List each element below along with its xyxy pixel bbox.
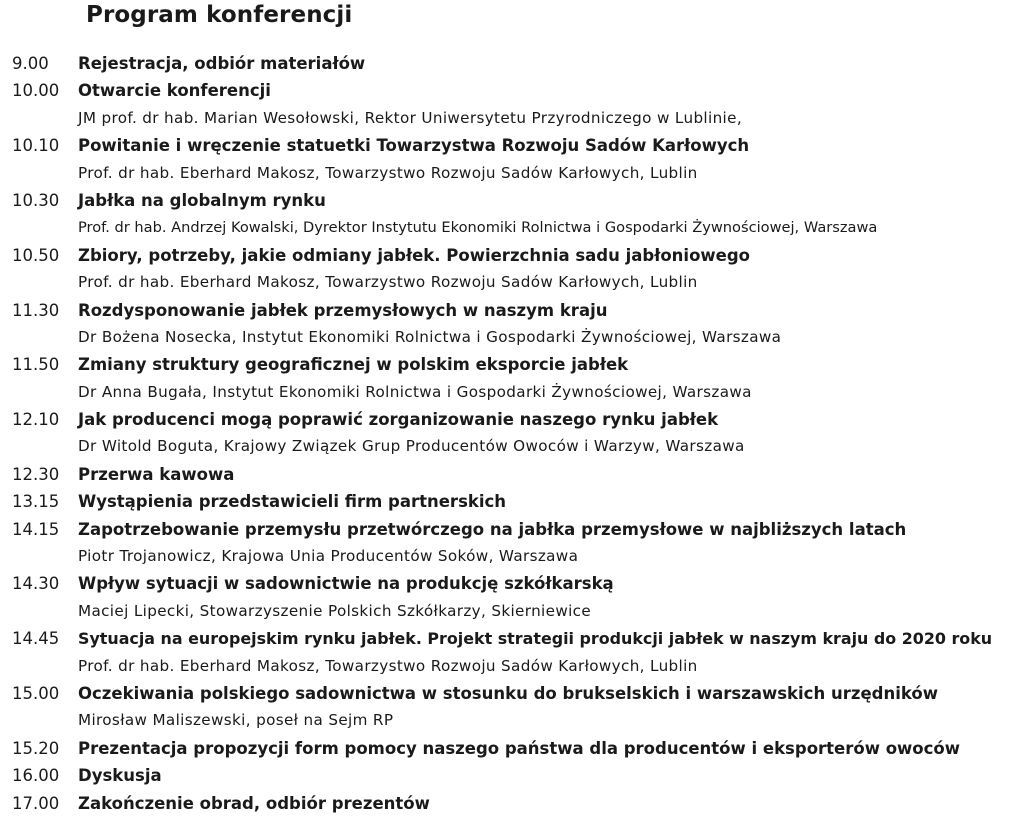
agenda-item-header [12, 297, 1008, 324]
agenda-item-header [12, 516, 1008, 543]
agenda-title: Powitanie i wręczenie statuetki Towarzystwa Rozwoju Sadów Karłowych [78, 136, 750, 156]
agenda-title: Zmiany struktury geograficznej w polskim eksporcie jabłek [78, 355, 629, 375]
agenda-time: 14.45 [12, 629, 60, 649]
agenda-item [12, 77, 1008, 132]
agenda-item [12, 790, 1008, 817]
agenda-item [12, 297, 1008, 352]
agenda-item-header [12, 77, 1008, 104]
agenda-speaker: Dr Bożena Nosecka, Instytut Ekonomiki Rolnictwa i Gospodarki Żywnościowej, Warszawa [78, 327, 782, 346]
agenda-item [12, 488, 1008, 515]
agenda-time: 12.10 [12, 410, 60, 430]
agenda-speaker-line [12, 269, 1008, 296]
agenda-item [12, 50, 1008, 77]
agenda-item [12, 735, 1008, 762]
agenda-title: Sytuacja na europejskim rynku jabłek. Projekt strategii produkcji jabłek w naszym kraju do 2020 roku [78, 629, 993, 649]
agenda-title: Jak producenci mogą poprawić zorganizowanie naszego rynku jabłek [78, 410, 719, 430]
agenda-time: 10.30 [12, 190, 60, 210]
agenda-item [12, 516, 1008, 571]
agenda-item [12, 680, 1008, 735]
agenda-speaker-line [12, 324, 1008, 351]
agenda-speaker: Prof. dr hab. Andrzej Kowalski, Dyrektor Instytutu Ekonomiki Rolnictwa i Gospodarki Żywnościowej, Warszawa [78, 219, 878, 237]
agenda-time: 10.00 [12, 81, 60, 101]
agenda-time: 15.00 [12, 683, 60, 703]
agenda-item-header [12, 50, 1008, 77]
agenda-item [12, 461, 1008, 488]
agenda-item [12, 625, 1008, 680]
agenda-speaker-line [12, 379, 1008, 406]
agenda-title: Prezentacja propozycji form pomocy naszego państwa dla producentów i eksporterów owoców [78, 738, 960, 758]
agenda-title: Zbiory, potrzeby, jakie odmiany jabłek. Powierzchnia sadu jabłoniowego [78, 245, 750, 265]
agenda-item-header [12, 461, 1008, 488]
agenda-speaker-line [12, 707, 1008, 734]
agenda-time: 10.10 [12, 136, 60, 156]
agenda-time: 16.00 [12, 766, 60, 786]
agenda-time: 12.30 [12, 464, 60, 484]
agenda-item [12, 406, 1008, 461]
agenda-title: Oczekiwania polskiego sadownictwa w stosunku do brukselskich i warszawskich urzędników [78, 683, 938, 703]
agenda-title: Rozdysponowanie jabłek przemysłowych w naszym kraju [78, 300, 608, 320]
agenda-time: 11.30 [12, 300, 60, 320]
agenda-item [12, 187, 1008, 242]
agenda-speaker: Prof. dr hab. Eberhard Makosz, Towarzystwo Rozwoju Sadów Karłowych, Lublin [78, 163, 698, 182]
agenda-time: 9.00 [12, 54, 49, 73]
agenda-speaker-line [12, 433, 1008, 460]
agenda-speaker-line [12, 160, 1008, 187]
agenda-speaker: Piotr Trojanowicz, Krajowa Unia Producentów Soków, Warszawa [78, 547, 579, 566]
agenda-time: 17.00 [12, 793, 60, 813]
agenda-item-header [12, 735, 1008, 762]
agenda-item-header [12, 762, 1008, 789]
agenda-item-header [12, 680, 1008, 707]
agenda-item-header [12, 570, 1008, 597]
agenda-time: 13.15 [12, 492, 60, 512]
agenda-list [12, 50, 1008, 817]
agenda-speaker: Prof. dr hab. Eberhard Makosz, Towarzystwo Rozwoju Sadów Karłowych, Lublin [78, 656, 698, 675]
agenda-speaker: Dr Witold Boguta, Krajowy Związek Grup Producentów Owoców i Warzyw, Warszawa [78, 437, 745, 456]
agenda-speaker-line [12, 653, 1008, 680]
agenda-speaker-line [12, 598, 1008, 625]
agenda-item-header [12, 351, 1008, 378]
agenda-time: 10.50 [12, 245, 60, 265]
agenda-title: Wystąpienia przedstawicieli firm partnerskich [78, 492, 507, 512]
agenda-title: Rejestracja, odbiór materiałów [78, 54, 366, 73]
agenda-speaker-line [12, 214, 1008, 241]
agenda-time: 14.30 [12, 574, 60, 594]
agenda-item-header [12, 790, 1008, 817]
agenda-item-header [12, 406, 1008, 433]
agenda-item-header [12, 625, 1008, 652]
agenda-speaker: Dr Anna Bugała, Instytut Ekonomiki Rolnictwa i Gospodarki Żywnościowej, Warszawa [78, 382, 752, 401]
agenda-title: Przerwa kawowa [78, 464, 235, 484]
agenda-title: Zapotrzebowanie przemysłu przetwórczego na jabłka przemysłowe w najbliższych latach [78, 519, 907, 539]
agenda-item-header [12, 132, 1008, 159]
agenda-item [12, 762, 1008, 789]
agenda-title: Zakończenie obrad, odbiór prezentów [78, 793, 430, 813]
agenda-title: Dyskusja [78, 766, 162, 786]
agenda-item [12, 242, 1008, 297]
agenda-speaker-line [12, 543, 1008, 570]
agenda-title: Otwarcie konferencji [78, 81, 271, 101]
agenda-time: 11.50 [12, 355, 60, 375]
agenda-speaker: JM prof. dr hab. Marian Wesołowski, Rektor Uniwersytetu Przyrodniczego w Lublinie, [78, 108, 742, 127]
agenda-item [12, 132, 1008, 187]
agenda-item-header [12, 242, 1008, 269]
agenda-item [12, 570, 1008, 625]
agenda-item-header [12, 488, 1008, 515]
agenda-speaker-line [12, 105, 1008, 132]
agenda-time: 14.15 [12, 519, 60, 539]
agenda-speaker: Prof. dr hab. Eberhard Makosz, Towarzystwo Rozwoju Sadów Karłowych, Lublin [78, 273, 698, 292]
agenda-item [12, 351, 1008, 406]
page-title: Program konferencji [86, 2, 353, 28]
agenda-item-header [12, 187, 1008, 214]
agenda-time: 15.20 [12, 738, 60, 758]
agenda-speaker: Mirosław Maliszewski, poseł na Sejm RP [78, 711, 394, 730]
agenda-title: Jabłka na globalnym rynku [78, 190, 326, 210]
agenda-speaker: Maciej Lipecki, Stowarzyszenie Polskich Szkółkarzy, Skierniewice [78, 601, 592, 620]
agenda-title: Wpływ sytuacji w sadownictwie na produkcję szkółkarską [78, 574, 614, 594]
